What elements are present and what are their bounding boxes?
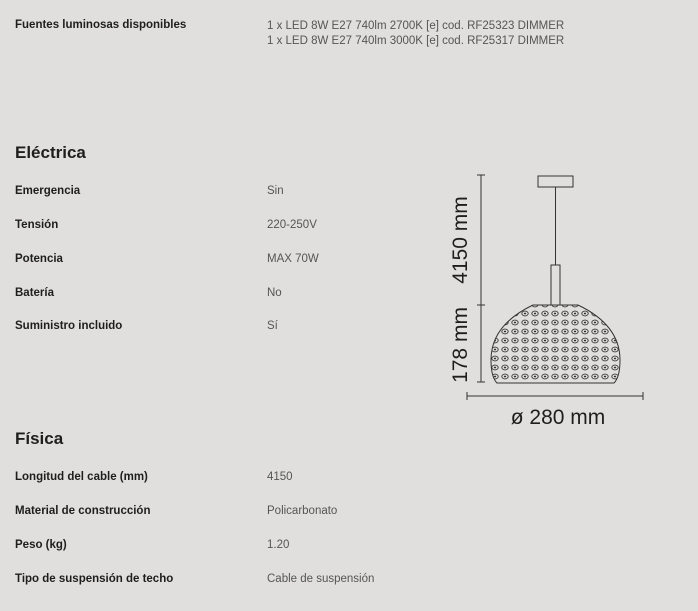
spec-label: Suministro incluido bbox=[15, 320, 123, 332]
diameter-dimension-label: ø 280 mm bbox=[510, 406, 606, 429]
spec-value: No bbox=[267, 287, 282, 299]
light-sources-label: Fuentes luminosas disponibles bbox=[15, 19, 187, 31]
lamp-shade bbox=[491, 305, 620, 383]
spec-value: Cable de suspensión bbox=[267, 573, 375, 585]
light-sources-list bbox=[267, 19, 564, 49]
height-dimension-line bbox=[477, 305, 485, 382]
section-title-fisica: Física bbox=[15, 429, 64, 448]
cable-dimension-line bbox=[477, 175, 485, 305]
spec-value: MAX 70W bbox=[267, 253, 319, 265]
spec-label: Tipo de suspensión de techo bbox=[15, 573, 174, 585]
ceiling-canopy bbox=[538, 176, 573, 187]
spec-value: Sí bbox=[267, 320, 278, 332]
height-dimension-label: 178 mm bbox=[449, 307, 472, 383]
spec-label: Batería bbox=[15, 287, 54, 299]
spec-label: Tensión bbox=[15, 219, 59, 231]
spec-value: 220-250V bbox=[267, 219, 317, 231]
spec-label: Potencia bbox=[15, 253, 63, 265]
lamp-technical-drawing bbox=[430, 165, 670, 435]
light-source-item: 1 x LED 8W E27 740lm 3000K [e] cod. RF25317 DIMMER bbox=[267, 35, 565, 47]
light-source-item: 1 x LED 8W E27 740lm 2700K [e] cod. RF25323 DIMMER bbox=[267, 20, 565, 32]
spec-label: Longitud del cable (mm) bbox=[15, 471, 148, 483]
suspension-rod bbox=[551, 265, 560, 305]
spec-value: 4150 bbox=[267, 471, 293, 483]
spec-value: Policarbonato bbox=[267, 505, 338, 517]
spec-label: Peso (kg) bbox=[15, 539, 67, 551]
spec-label: Emergencia bbox=[15, 185, 81, 197]
spec-value: 1.20 bbox=[267, 539, 290, 551]
section-title-electrica: Eléctrica bbox=[15, 143, 86, 162]
spec-label: Material de construcción bbox=[15, 505, 151, 517]
diameter-dimension-line bbox=[467, 392, 643, 400]
spec-value: Sin bbox=[267, 185, 284, 197]
cable-dimension-label: 4150 mm bbox=[449, 196, 472, 284]
